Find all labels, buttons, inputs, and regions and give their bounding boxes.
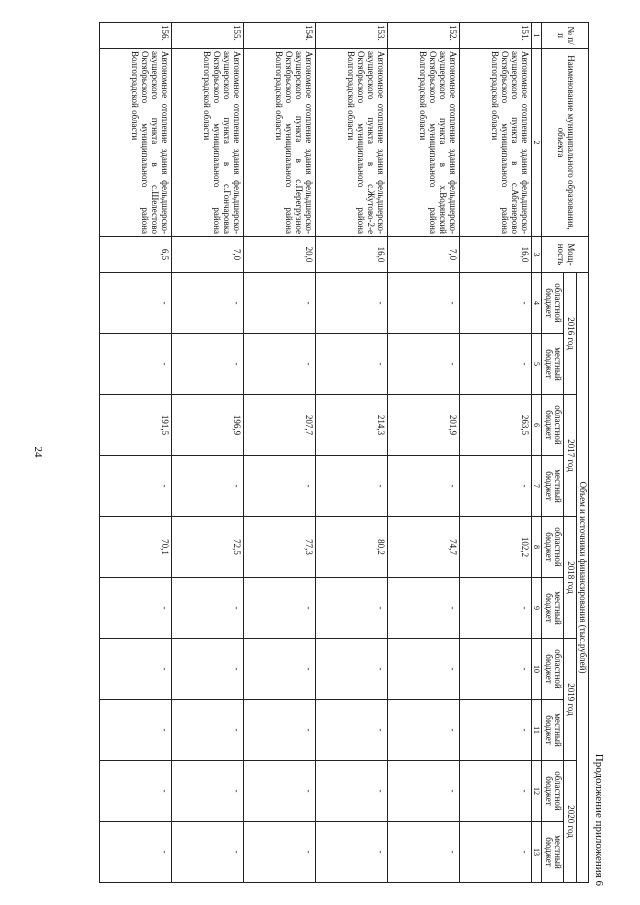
header-regional-budget: областной бюджет xyxy=(542,761,564,822)
budget-value: 207,7 xyxy=(244,395,316,456)
page-number: 24 xyxy=(32,446,44,458)
header-regional-budget: областной бюджет xyxy=(542,395,564,456)
budget-value: - xyxy=(460,334,532,395)
budget-value: - xyxy=(460,578,532,639)
header-year: 2019 год xyxy=(564,639,576,761)
budget-value: - xyxy=(460,822,532,883)
budget-value: - xyxy=(172,334,244,395)
budget-value: - xyxy=(388,578,460,639)
header-year: 2020 год xyxy=(564,761,576,883)
budget-value: - xyxy=(172,822,244,883)
object-name: Автономное отопление здания фельдшерско-акушерского пункта в с.Перегрузное Октябрьского муниципального района Волгоградской области xyxy=(244,49,316,237)
column-index: 8 xyxy=(532,517,542,578)
header-funding: Объем и источники финансирования (тыс.рублей) xyxy=(576,273,588,883)
budget-value: 191,5 xyxy=(100,395,172,456)
budget-value: - xyxy=(100,700,172,761)
appendix-caption: Продолжение приложения 6 xyxy=(593,753,605,886)
header-regional-budget: областной бюджет xyxy=(542,639,564,700)
budget-value: - xyxy=(172,700,244,761)
budget-value: - xyxy=(100,639,172,700)
row-number: 152. xyxy=(388,23,460,49)
header-local-budget: местный бюджет xyxy=(542,456,564,517)
power-value: 16,0 xyxy=(316,237,388,273)
budget-value: - xyxy=(316,822,388,883)
row-number: 156. xyxy=(100,23,172,49)
column-index: 13 xyxy=(532,822,542,883)
header-regional-budget: областной бюджет xyxy=(542,273,564,334)
budget-value: - xyxy=(244,639,316,700)
budget-value: - xyxy=(244,700,316,761)
object-name: Автономное отопление здания фельдшерско-акушерского пункта в с.Жутово-2-е Октябрьского муниципального района Волгоградской области xyxy=(316,49,388,237)
budget-value: 102,2 xyxy=(460,517,532,578)
budget-value: - xyxy=(460,639,532,700)
budget-value: - xyxy=(100,578,172,639)
rotated-page xyxy=(45,22,605,892)
budget-value: - xyxy=(172,578,244,639)
budget-value: - xyxy=(100,273,172,334)
budget-value: - xyxy=(460,456,532,517)
header-power: Мощ-ность xyxy=(542,237,589,273)
budget-value: 72,5 xyxy=(172,517,244,578)
budget-value: 196,9 xyxy=(172,395,244,456)
table-row xyxy=(172,23,244,883)
budget-value: - xyxy=(388,639,460,700)
budget-value: - xyxy=(172,273,244,334)
header-name: Наименование муниципального образования, объекта xyxy=(542,49,589,237)
budget-value: - xyxy=(244,761,316,822)
table-row xyxy=(316,23,388,883)
table-row xyxy=(244,23,316,883)
budget-value: 214,3 xyxy=(316,395,388,456)
budget-value: - xyxy=(388,761,460,822)
column-index: 5 xyxy=(532,334,542,395)
budget-value: - xyxy=(244,456,316,517)
budget-value: - xyxy=(100,761,172,822)
column-index: 4 xyxy=(532,273,542,334)
header-no: № п/п xyxy=(542,23,589,49)
budget-value: - xyxy=(100,822,172,883)
header-year: 2017 год xyxy=(564,395,576,517)
budget-value: - xyxy=(316,273,388,334)
budget-value: - xyxy=(388,273,460,334)
object-name: Автономное отопление здания фельдшерско-акушерского пункта в с.Шелестово Октябрьского муниципального района Волгоградской области xyxy=(100,49,172,237)
column-index: 7 xyxy=(532,456,542,517)
column-index: 11 xyxy=(532,700,542,761)
header-year: 2018 год xyxy=(564,517,576,639)
table-row xyxy=(100,23,172,883)
budget-value: 201,9 xyxy=(388,395,460,456)
budget-value: - xyxy=(388,334,460,395)
power-value: 7,0 xyxy=(172,237,244,273)
budget-value: 70,1 xyxy=(100,517,172,578)
column-index: 6 xyxy=(532,395,542,456)
budget-value: 74,7 xyxy=(388,517,460,578)
budget-value: - xyxy=(244,334,316,395)
object-name: Автономное отопление здания фельдшерско-акушерского пункта в с.Абганерово Октябрьского муниципального района Волгоградской области xyxy=(460,49,532,237)
budget-value: - xyxy=(388,456,460,517)
budget-value: - xyxy=(316,639,388,700)
column-index: 10 xyxy=(532,639,542,700)
object-name: Автономное отопление здания фельдшерско-акушерского пункта в с.Гончаровка Октябрьского муниципального района Волгоградской области xyxy=(172,49,244,237)
header-local-budget: местный бюджет xyxy=(542,822,564,883)
budget-value: - xyxy=(316,761,388,822)
budget-value: - xyxy=(460,273,532,334)
object-name: Автономное отопление здания фельдшерско-акушерского пункта в х.Водянский Октябрьского муниципального района Волгоградской области xyxy=(388,49,460,237)
table-row xyxy=(460,23,532,883)
header-year: 2016 год xyxy=(564,273,576,395)
row-number: 154. xyxy=(244,23,316,49)
budget-value: 77,3 xyxy=(244,517,316,578)
budget-value: - xyxy=(388,700,460,761)
budget-value: - xyxy=(316,700,388,761)
budget-value: - xyxy=(100,334,172,395)
budget-value: - xyxy=(244,578,316,639)
budget-value: - xyxy=(316,334,388,395)
budget-value: - xyxy=(316,456,388,517)
header-local-budget: местный бюджет xyxy=(542,334,564,395)
header-regional-budget: областной бюджет xyxy=(542,517,564,578)
column-index: 12 xyxy=(532,761,542,822)
row-number: 151. xyxy=(460,23,532,49)
row-number: 155. xyxy=(172,23,244,49)
budget-value: - xyxy=(172,456,244,517)
column-index: 9 xyxy=(532,578,542,639)
budget-value: - xyxy=(460,700,532,761)
budget-value: - xyxy=(172,639,244,700)
header-local-budget: местный бюджет xyxy=(542,578,564,639)
budget-value: 80,2 xyxy=(316,517,388,578)
budget-value: - xyxy=(316,578,388,639)
column-index: 2 xyxy=(532,49,542,237)
budget-value: - xyxy=(244,822,316,883)
power-value: 20,0 xyxy=(244,237,316,273)
budget-value: - xyxy=(388,822,460,883)
budget-value: - xyxy=(172,761,244,822)
budget-value: - xyxy=(460,761,532,822)
budget-value: 263,5 xyxy=(460,395,532,456)
column-index: 3 xyxy=(532,237,542,273)
header-local-budget: местный бюджет xyxy=(542,700,564,761)
power-value: 6,5 xyxy=(100,237,172,273)
column-index: 1 xyxy=(532,23,542,49)
table-row xyxy=(388,23,460,883)
row-number: 153. xyxy=(316,23,388,49)
power-value: 7,0 xyxy=(388,237,460,273)
financing-table xyxy=(99,22,589,883)
budget-value: - xyxy=(100,456,172,517)
power-value: 16,0 xyxy=(460,237,532,273)
budget-value: - xyxy=(244,273,316,334)
